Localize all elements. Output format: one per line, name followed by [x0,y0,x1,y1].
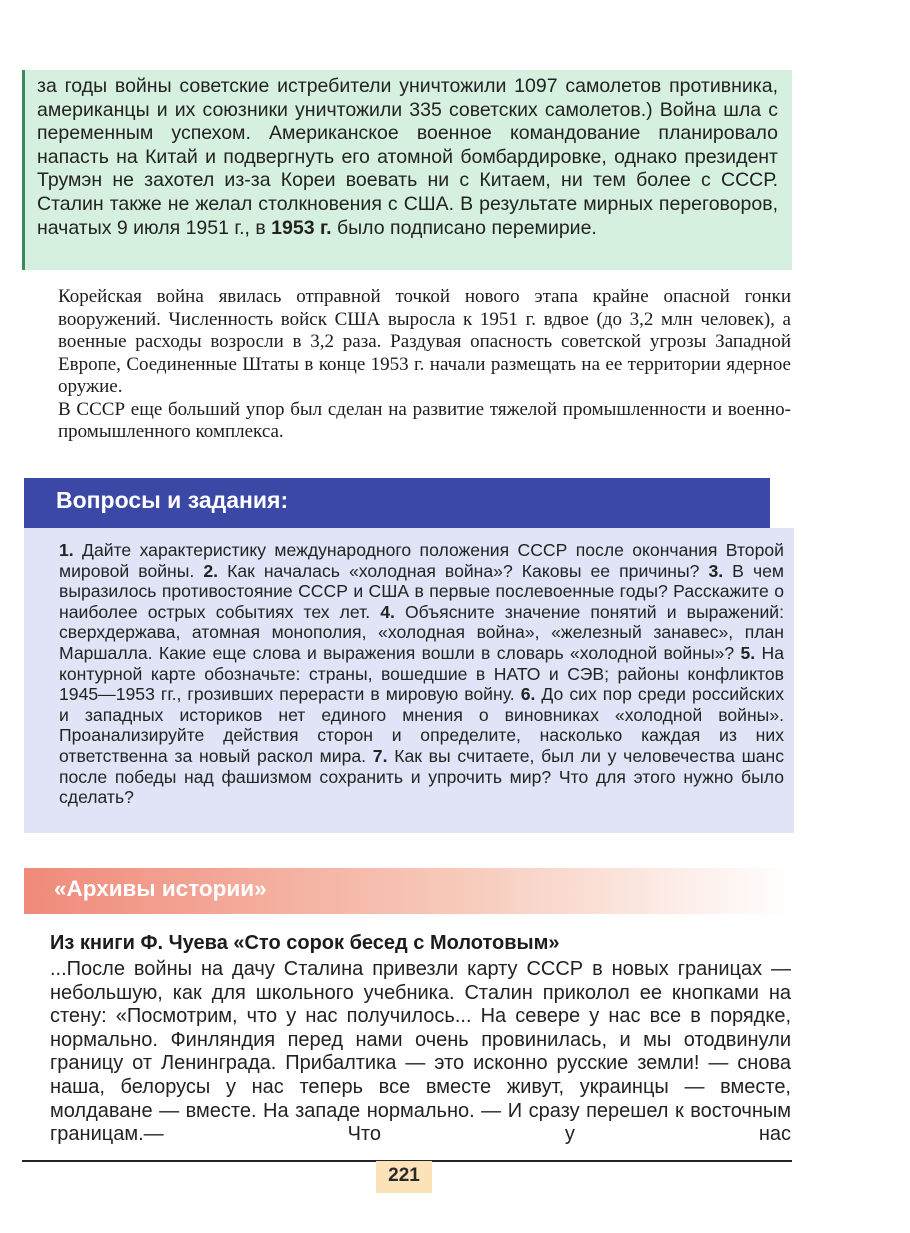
question-number: 5. [740,642,756,663]
question-text: До сих пор среди российских и западных историков нет единого мнения о виновниках «холодной войны». Проанализируйте действия сторон и определите, насколько каждая из них ответственна за новый раскол мира. [59,684,784,766]
questions-text [59,540,784,808]
question-number: 2. [203,560,219,581]
question-text: Объясните значение понятий и выражений: сверхдержава, атомная монополия, «холодная война», «железный занавес», план Маршалла. Какие еще слова и выражения вошли в словарь «холодной войны»? [59,601,784,663]
green-box-text-part2: было подписано перемирие. [331,216,597,239]
archive-paragraph: ...После войны на дачу Сталина привезли карту СССР в новых границах — небольшую, как для школьного учебника. Сталин приколол ее кнопками на стену: «Посмотрим, что у нас получилось... На севере у нас все в порядке, нормально. Финляндия перед нами очень провинилась, и мы отодвинули границу от Ленинграда. Прибалтика — это исконно русские земли! — снова наша, белорусы у нас теперь все вместе живут, украинцы — вместе, молдаване — вместе. На западе нормально. — И сразу перешел к восточным границам.— Что у нас [50,958,791,1146]
question-number: 4. [380,601,395,622]
question-number: 1. [59,540,74,560]
green-box-text-part1: за годы войны советские истребители уничтожили 1097 самолетов противника, американцы и их союзники уничтожили 335 советских самолетов.) Война шла с переменным успехом. Американское военное командование планировало напасть на Китай и подвергнуть его атомной бомбардировке, однако президент Трумэн не захотел из-за Кореи воевать ни с Китаем, ни тем более с СССР. Сталин также не желал столкновения с США. В результате мирных переговоров, начатых 9 июля 1951 г., в [37,75,778,239]
archive-title: Из книги Ф. Чуева «Сто сорок бесед с Молотовым» [50,932,560,954]
question-number: 6. [520,684,536,705]
main-paragraph-1: Корейская война явилась отправной точкой нового этапа крайне опасной гонки вооружений. Численность войск США выросла к 1951 г. вдвое (до 3,2 млн человек), а военные расходы возросли в 3,2 раза. Раздувая опасность советской угрозы Западной Европе, Соединенные Штаты в конце 1953 г. начали размещать на ее территории ядерное оружие. [58,286,791,397]
question-text: Как вы считаете, был ли у человечества шанс после победы над фашизмом сохранить и упрочить мир? Что для этого нужно было сделать? [59,745,785,808]
question-text: Как началась «холодная война»? Каковы ее причины? [218,560,709,581]
green-box-text [37,75,778,240]
question-text: На контурной карте обозначьте: страны, вошедшие в НАТО и СЭВ; районы конфликтов 1945—1953 гг., грозивших перерасти в мировую войну. [59,642,784,705]
questions-box [24,528,794,833]
page-number: 221 [376,1161,432,1193]
archive-header: «Архивы истории» [24,868,794,914]
question-text: В чем выразилось противостояние СССР и США в первые послевоенные годы? Расскажите о наиболее острых событиях тех лет. [59,560,784,622]
questions-header: Вопросы и задания: [24,478,770,528]
main-text-block [58,286,791,444]
archive-text-block [50,958,791,1147]
question-number: 3. [708,560,724,581]
question-text: Дайте характеристику международного положения СССР после окончания Второй мировой войны. [59,540,784,581]
green-box-bold-year: 1953 г. [271,216,332,239]
main-paragraph-2: В СССР еще больший упор был сделан на развитие тяжелой промышленности и военно-промышленного комплекса. [58,398,791,442]
green-sidebar-box [22,70,792,270]
question-number: 7. [372,745,388,766]
